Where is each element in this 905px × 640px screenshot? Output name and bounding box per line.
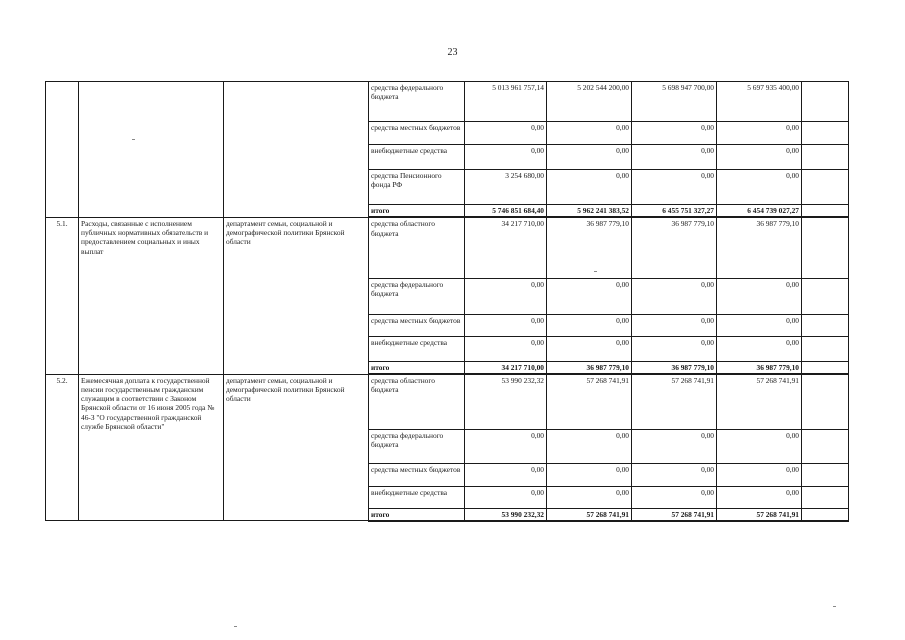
value-cell: 5 698 947 700,00 (632, 82, 717, 122)
funding-source: внебюджетные средства (369, 486, 465, 508)
funding-source: внебюджетные средства (369, 145, 465, 170)
empty-cell (802, 336, 849, 361)
funding-source: средства областного бюджета (369, 374, 465, 429)
value-cell: 0,00 (465, 278, 547, 314)
value-cell: 6 454 739 027,27 (717, 205, 802, 218)
value-cell: 0,00 (547, 463, 632, 486)
executor-cell: департамент семьи, социальной и демографической политики Брянской области (224, 374, 369, 521)
section-number-cell (46, 82, 79, 218)
empty-cell (802, 361, 849, 374)
funding-source: средства областного бюджета (369, 217, 465, 278)
table-row (46, 82, 849, 122)
funding-source: средства местных бюджетов (369, 463, 465, 486)
empty-cell (802, 314, 849, 336)
value-cell: 0,00 (547, 336, 632, 361)
value-cell: 0,00 (717, 314, 802, 336)
value-cell: 0,00 (547, 429, 632, 463)
value-cell: 36 987 779,10 (717, 217, 802, 278)
value-cell: 5 697 935 400,00 (717, 82, 802, 122)
value-cell: 0,00 (717, 278, 802, 314)
value-cell: 0,00 (632, 429, 717, 463)
value-cell: 0,00 (465, 486, 547, 508)
empty-cell (802, 205, 849, 218)
empty-cell (802, 429, 849, 463)
value-cell: 0,00 (465, 429, 547, 463)
value-cell: 5 746 851 684,40 (465, 205, 547, 218)
value-cell: 0,00 (547, 314, 632, 336)
value-cell: 57 268 741,91 (717, 508, 802, 521)
value-cell: 0,00 (717, 486, 802, 508)
empty-cell (802, 486, 849, 508)
value-cell: 0,00 (547, 122, 632, 145)
funding-source: средства местных бюджетов (369, 122, 465, 145)
value-cell: 57 268 741,91 (547, 374, 632, 429)
value-cell: 34 217 710,00 (465, 217, 547, 278)
empty-cell (802, 217, 849, 278)
value-cell: 53 990 232,32 (465, 508, 547, 521)
value-cell: 34 217 710,00 (465, 361, 547, 374)
value-cell: 36 987 779,10 (547, 217, 632, 278)
section-name-cell (79, 82, 224, 218)
value-cell: 0,00 (465, 122, 547, 145)
funding-source: итого (369, 508, 465, 521)
value-cell: 0,00 (717, 336, 802, 361)
funding-source: средства федерального бюджета (369, 429, 465, 463)
value-cell: 0,00 (632, 463, 717, 486)
funding-source: внебюджетные средства (369, 336, 465, 361)
value-cell: 0,00 (547, 170, 632, 205)
funding-source: итого (369, 205, 465, 218)
empty-cell (802, 145, 849, 170)
empty-cell (802, 463, 849, 486)
scan-speck (132, 139, 135, 140)
value-cell: 36 987 779,10 (547, 361, 632, 374)
value-cell: 0,00 (465, 463, 547, 486)
value-cell: 0,00 (632, 170, 717, 205)
value-cell: 0,00 (717, 429, 802, 463)
funding-source: средства федерального бюджета (369, 278, 465, 314)
value-cell: 36 987 779,10 (632, 361, 717, 374)
value-cell: 0,00 (632, 122, 717, 145)
scan-speck (833, 606, 836, 607)
funding-source: средства местных бюджетов (369, 314, 465, 336)
section-name-cell: Ежемесячная доплата к государственной пенсии государственным гражданским служащим в соответствии с Законом Брянской области от 16 июня 2005 года № 46-З "О государственной гражданской службе Брянской области" (79, 374, 224, 521)
funding-source: средства федерального бюджета (369, 82, 465, 122)
value-cell: 5 202 544 200,00 (547, 82, 632, 122)
value-cell: 0,00 (547, 278, 632, 314)
value-cell: 0,00 (465, 336, 547, 361)
table-row (46, 374, 849, 429)
empty-cell (802, 278, 849, 314)
value-cell: 53 990 232,32 (465, 374, 547, 429)
value-cell: 36 987 779,10 (717, 361, 802, 374)
value-cell: 0,00 (632, 278, 717, 314)
empty-cell (802, 508, 849, 521)
value-cell: 57 268 741,91 (547, 508, 632, 521)
value-cell: 0,00 (717, 122, 802, 145)
page-number: 23 (447, 47, 458, 58)
budget-table (45, 81, 849, 522)
section-number-cell: 5.2. (46, 374, 79, 521)
value-cell: 0,00 (465, 145, 547, 170)
funding-source: итого (369, 361, 465, 374)
value-cell: 0,00 (465, 314, 547, 336)
empty-cell (802, 122, 849, 145)
scan-speck (234, 626, 237, 627)
value-cell: 5 013 961 757,14 (465, 82, 547, 122)
value-cell: 0,00 (632, 486, 717, 508)
value-cell: 57 268 741,91 (717, 374, 802, 429)
scan-speck (594, 271, 597, 272)
value-cell: 0,00 (547, 486, 632, 508)
value-cell: 0,00 (632, 145, 717, 170)
value-cell: 0,00 (717, 463, 802, 486)
value-cell: 0,00 (632, 314, 717, 336)
empty-cell (802, 374, 849, 429)
funding-source: средства Пенсионного фонда РФ (369, 170, 465, 205)
value-cell: 36 987 779,10 (632, 217, 717, 278)
value-cell: 3 254 680,00 (465, 170, 547, 205)
empty-cell (802, 82, 849, 122)
section-name-cell: Расходы, связанные с исполнением публичных нормативных обязательств и предоставлением социальных и иных выплат (79, 217, 224, 374)
value-cell: 6 455 751 327,27 (632, 205, 717, 218)
value-cell: 0,00 (547, 145, 632, 170)
executor-cell: департамент семьи, социальной и демографической политики Брянской области (224, 217, 369, 374)
value-cell: 0,00 (632, 336, 717, 361)
value-cell: 0,00 (717, 145, 802, 170)
executor-cell (224, 82, 369, 218)
value-cell: 5 962 241 383,52 (547, 205, 632, 218)
section-number-cell: 5.1. (46, 217, 79, 374)
value-cell: 0,00 (717, 170, 802, 205)
empty-cell (802, 170, 849, 205)
table-row (46, 217, 849, 278)
value-cell: 57 268 741,91 (632, 508, 717, 521)
value-cell: 57 268 741,91 (632, 374, 717, 429)
